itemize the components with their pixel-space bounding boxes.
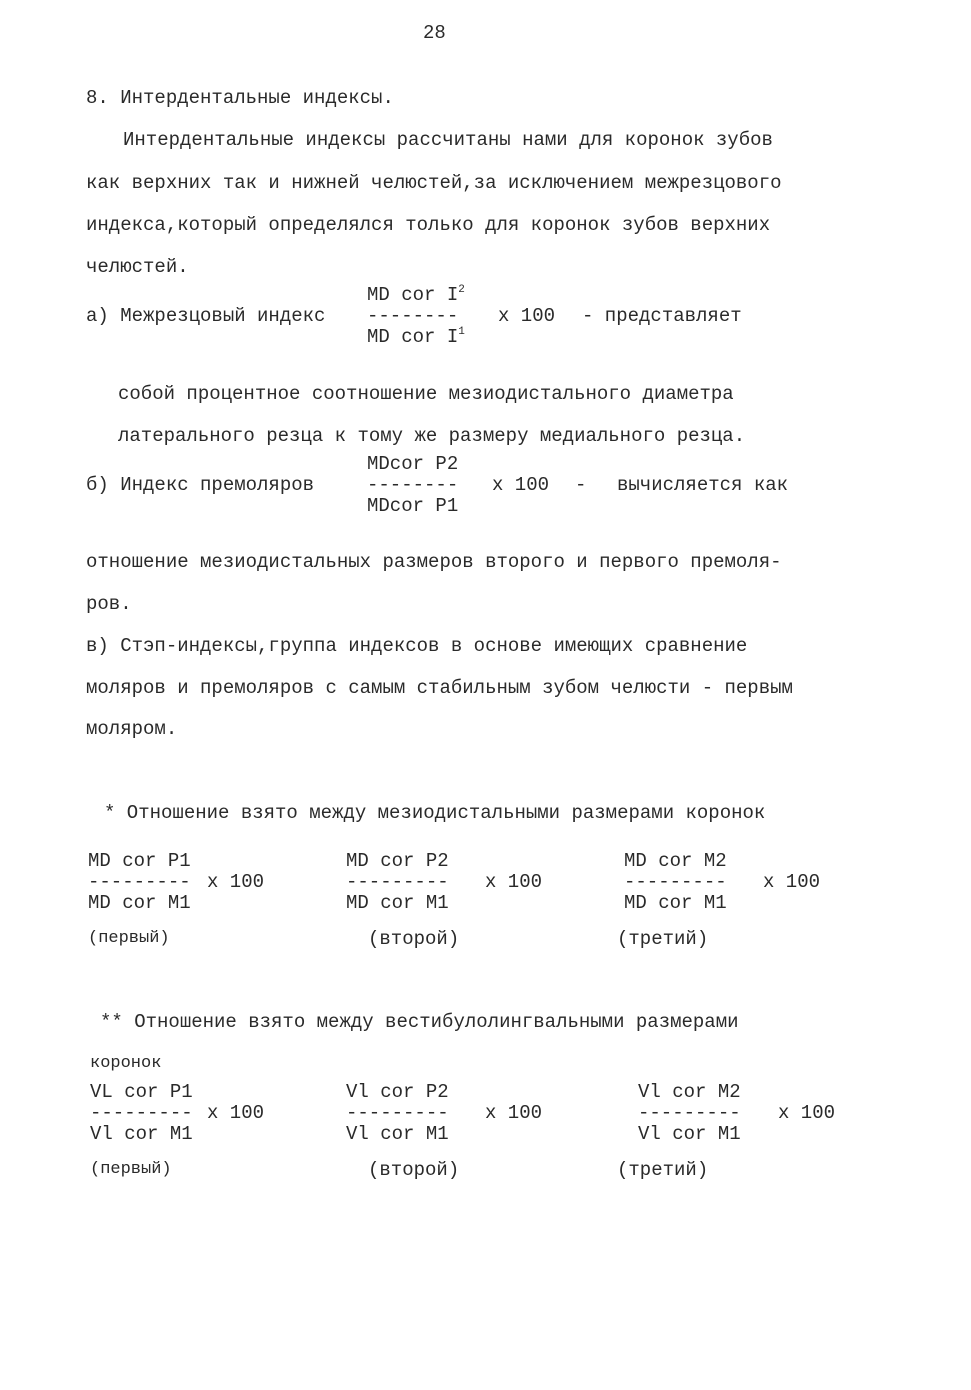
index-b-numerator: MDcor P2 (367, 453, 459, 475)
vl-group-note-cont: коронок (90, 1054, 162, 1073)
index-a-denominator-sup: 1 (458, 326, 465, 338)
fraction-multiplier: x 100 (763, 871, 821, 893)
index-b-label: б) Индекс премоляров (86, 474, 315, 496)
fraction-dashes: --------- (624, 871, 727, 893)
intro-line-2: как верхних так и нижней челюстей,за исключением межрезцового (86, 172, 782, 194)
intro-line-3: индекса,который определялся только для коронок зубов верхних (86, 214, 771, 236)
index-b-desc-line-2: ров. (86, 593, 132, 615)
index-b-multiplier: x 100 (492, 474, 550, 496)
fraction-dashes: --------- (90, 1102, 193, 1124)
fraction-multiplier: x 100 (207, 871, 265, 893)
fraction-caption: (первый) (90, 1160, 172, 1179)
index-a-label: а) Межрезцовый индекс (86, 305, 326, 327)
intro-line-1: Интердентальные индексы рассчитаны нами для коронок зубов (123, 129, 773, 151)
fraction-dashes: --------- (88, 871, 191, 893)
fraction-dashes: --------- (346, 1102, 449, 1124)
index-v-line-3: моляром. (86, 718, 178, 740)
fraction-dashes: --------- (346, 871, 449, 893)
fraction-numerator: VL cor P1 (90, 1081, 193, 1103)
fraction-numerator: MD cor P1 (88, 850, 191, 872)
fraction-numerator: Vl cor P2 (346, 1081, 449, 1103)
index-b-denominator: MDcor P1 (367, 495, 459, 517)
index-b-desc-line-1: отношение мезиодистальных размеров второго и первого премоля- (86, 551, 782, 573)
fraction-denominator: Vl cor M1 (346, 1123, 449, 1145)
index-a-tail: - представляет (582, 305, 742, 327)
fraction-denominator: Vl cor M1 (638, 1123, 741, 1145)
fraction-multiplier: x 100 (485, 1102, 543, 1124)
fraction-numerator: Vl cor M2 (638, 1081, 741, 1103)
fraction-caption: (второй) (368, 928, 460, 950)
fraction-denominator: MD cor M1 (346, 892, 449, 914)
fraction-denominator: MD cor M1 (624, 892, 727, 914)
md-group-note: * Отношение взято между мезиодистальными размерами коронок (104, 802, 766, 824)
fraction-numerator: MD cor M2 (624, 850, 727, 872)
fraction-multiplier: x 100 (485, 871, 543, 893)
fraction-dashes: --------- (638, 1102, 741, 1124)
index-a-multiplier: x 100 (498, 305, 556, 327)
fraction-caption: (третий) (617, 928, 709, 950)
index-b-tail: вычисляется как (617, 474, 789, 496)
index-a-denominator-text: MD cor I (367, 326, 459, 348)
fraction-multiplier: x 100 (778, 1102, 836, 1124)
index-b-dash: - (575, 474, 587, 496)
index-a-desc-line-1: собой процентное соотношение мезиодистального диаметра (118, 383, 734, 405)
fraction-caption: (третий) (617, 1159, 709, 1181)
index-a-numerator-sup: 2 (458, 284, 465, 296)
index-a-desc-line-2: латерального резца к тому же размеру медиального резца. (118, 425, 746, 447)
vl-group-note: ** Отношение взято между вестибулолингвальными размерами (100, 1011, 739, 1033)
index-v-line-2: моляров и премоляров с самым стабильным зубом челюсти - первым (86, 677, 793, 699)
intro-line-4: челюстей. (86, 256, 189, 278)
fraction-numerator: MD cor P2 (346, 850, 449, 872)
fraction-denominator: Vl cor M1 (90, 1123, 193, 1145)
index-b-dashes: -------- (367, 474, 459, 496)
fraction-multiplier: x 100 (207, 1102, 265, 1124)
fraction-caption: (второй) (368, 1159, 460, 1181)
section-heading: 8. Интердентальные индексы. (86, 87, 394, 109)
index-a-dashes: -------- (367, 305, 459, 327)
fraction-denominator: MD cor M1 (88, 892, 191, 914)
page-number: 28 (423, 22, 446, 44)
index-v-line-1: в) Стэп-индексы,группа индексов в основе имеющих сравнение (86, 635, 748, 657)
fraction-caption: (первый) (88, 929, 170, 948)
index-a-numerator-text: MD cor I (367, 284, 459, 306)
index-a-numerator (367, 286, 465, 305)
index-a-denominator (367, 328, 465, 347)
